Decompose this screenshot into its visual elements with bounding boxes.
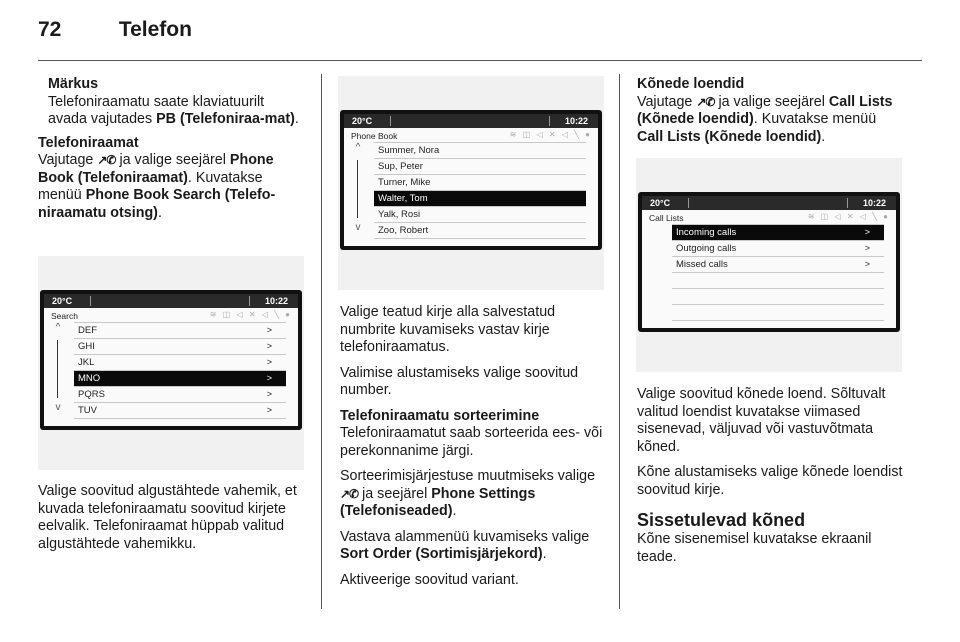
list-item[interactable]: [74, 339, 286, 355]
scroll-up-icon[interactable]: ^: [355, 142, 361, 153]
page-number: 72: [38, 18, 62, 41]
paragraph: Valige teatud kirje alla salvestatud numbrite kuvamiseks vastav kirje telefoniraamatus.: [340, 304, 556, 355]
list-item-label: Incoming calls: [676, 227, 737, 238]
screen-body: [344, 128, 598, 246]
list-item[interactable]: [74, 387, 286, 403]
list-item-label: TUV: [78, 405, 97, 416]
list-item-label: Summer, Nora: [378, 145, 440, 156]
scroll-track[interactable]: [357, 160, 358, 218]
status-bar: [344, 114, 598, 128]
status-icons: ≋ ◫ ◁ ✕ ◁ ╲ ●: [509, 130, 592, 139]
list-item[interactable]: [672, 241, 884, 257]
screen-search: [40, 290, 302, 430]
list-item[interactable]: [74, 371, 286, 387]
page-header: [38, 18, 192, 42]
clock-readout: 10:22: [564, 116, 588, 126]
paragraph: Aktiveerige soovitud variant.: [340, 571, 519, 588]
paragraph: Telefoniraamatut saab sorteerida ees- või perekonnanime järgi.: [340, 425, 603, 459]
chevron-right-icon: >: [266, 389, 272, 399]
section-heading: Sissetulevad kõned: [637, 510, 806, 530]
paragraph: Valige soovitud kõnede loend. Sõltuvalt valitud loendist kuvatakse viimased sisenevad, väljuvad või vastuvõtmata kõned.: [637, 386, 886, 455]
figure-calllists: [636, 158, 902, 372]
column-2: [340, 304, 606, 597]
chevron-right-icon: >: [266, 405, 272, 415]
scroll-down-icon[interactable]: v: [355, 222, 361, 233]
list-item-label: Yalk, Rosi: [378, 209, 421, 220]
page-title: Telefon: [118, 18, 192, 41]
section-title: Telefoniraamatu sorteerimine: [340, 407, 540, 424]
screen-list: [74, 322, 286, 419]
paragraph: Kõne sisenemisel kuvatakse ekraanil teade.: [637, 531, 872, 565]
temperature-readout: 20°C: [52, 296, 73, 306]
list-item[interactable]: [374, 207, 586, 223]
section-title: Kõnede loendid: [637, 76, 745, 92]
screen-body: [642, 210, 896, 328]
scroll-down-icon[interactable]: v: [55, 402, 61, 413]
scrollbar[interactable]: [352, 142, 364, 238]
status-bar: [44, 294, 298, 308]
figure-search: [38, 256, 304, 470]
status-bar: [642, 196, 896, 210]
list-item[interactable]: [672, 257, 884, 273]
temperature-readout: 20°C: [650, 198, 671, 208]
paragraph: Sorteerimisjärjestuse muutmiseks valige ↗✆ ja seejärel Phone Settings (Telefoniseaded).: [340, 468, 596, 519]
screen-title: Search: [51, 311, 78, 321]
chevron-right-icon: >: [864, 259, 870, 269]
paragraph: Vajutage ↗✆ ja valige seejärel Phone Book (Telefoniraamat). Kuvatakse menüü Phone Book Search (Telefo-niraamatu otsing).: [38, 152, 276, 221]
column-divider: [619, 74, 620, 609]
screen-title: Call Lists: [649, 213, 684, 223]
status-icons: ≋ ◫ ◁ ✕ ◁ ╲ ●: [209, 310, 292, 319]
list-item-label: Turner, Mike: [378, 177, 431, 188]
list-item[interactable]: [374, 159, 586, 175]
list-item[interactable]: [374, 191, 586, 207]
temperature-readout: 20°C: [352, 116, 373, 126]
scroll-track[interactable]: [57, 340, 58, 398]
paragraph: Valige soovitud algustähtede vahemik, et kuvada telefoniraamatu soovitud kirjete eelvalik. Telefoniraamat hüppab valitud algustähtede vahemikku.: [38, 483, 297, 552]
clock-readout: 10:22: [862, 198, 886, 208]
screen-list: [672, 224, 884, 321]
list-item[interactable]: [374, 143, 586, 159]
phone-key-icon: ↗✆: [696, 94, 715, 109]
chevron-right-icon: >: [266, 341, 272, 351]
list-item[interactable]: [672, 273, 884, 289]
screen-calllists: [638, 192, 900, 332]
list-item[interactable]: [374, 175, 586, 191]
column-divider: [321, 74, 322, 609]
chevron-right-icon: >: [864, 243, 870, 253]
list-item[interactable]: [74, 403, 286, 419]
list-item-label: Missed calls: [676, 259, 728, 270]
chevron-right-icon: >: [266, 357, 272, 367]
list-item[interactable]: [374, 223, 586, 239]
chevron-right-icon: >: [266, 325, 272, 335]
chevron-right-icon: >: [266, 373, 272, 383]
phone-key-icon: ↗✆: [340, 486, 359, 501]
list-item[interactable]: [74, 355, 286, 371]
figure-phonebook: [338, 76, 604, 290]
column-3-lower: [637, 386, 905, 574]
list-item-label: MNO: [78, 373, 101, 384]
phone-key-icon: ↗✆: [97, 153, 116, 167]
note-title: Märkus: [48, 76, 99, 92]
scrollbar[interactable]: [52, 322, 64, 418]
list-item-label: Outgoing calls: [676, 243, 737, 254]
list-item-label: DEF: [78, 325, 97, 336]
screen-title: Phone Book: [351, 131, 398, 141]
header-rule: [38, 60, 922, 61]
paragraph: Valimise alustamiseks valige soovitud number.: [340, 364, 579, 398]
chevron-right-icon: >: [864, 227, 870, 237]
list-item[interactable]: [672, 225, 884, 241]
list-item[interactable]: [74, 323, 286, 339]
status-icons: ≋ ◫ ◁ ✕ ◁ ╲ ●: [807, 212, 890, 221]
list-item-label: Zoo, Robert: [378, 225, 429, 236]
screen-list: [374, 142, 586, 239]
paragraph: Vastava alammenüü kuvamiseks valige Sort Order (Sortimisjärjekord).: [340, 528, 590, 562]
screen-phonebook: [340, 110, 602, 250]
list-item[interactable]: [672, 289, 884, 305]
list-item[interactable]: [672, 305, 884, 321]
list-item-label: JKL: [78, 357, 95, 368]
paragraph: Kõne alustamiseks valige kõnede loendist soovitud kirje.: [637, 464, 903, 498]
list-item-label: GHI: [78, 341, 95, 352]
list-item-label: PQRS: [78, 389, 105, 400]
list-item-label: Walter, Tom: [378, 193, 428, 204]
clock-readout: 10:22: [264, 296, 288, 306]
column-3: [637, 76, 905, 154]
list-item-label: Sup, Peter: [378, 161, 423, 172]
section-title: Telefoniraamat: [38, 134, 139, 151]
paragraph: Vajutage ↗✆ ja valige seejärel Call Lists (Kõnede loendid). Kuvatakse menüü Call Lists (Kõnede loendid).: [637, 93, 893, 145]
note-block: Märkus Telefoniraamatu saate klaviatuurilt avada vajutades PB (Telefoniraa-mat).: [38, 76, 306, 129]
screen-body: [44, 308, 298, 426]
scroll-up-icon[interactable]: ^: [55, 322, 61, 333]
